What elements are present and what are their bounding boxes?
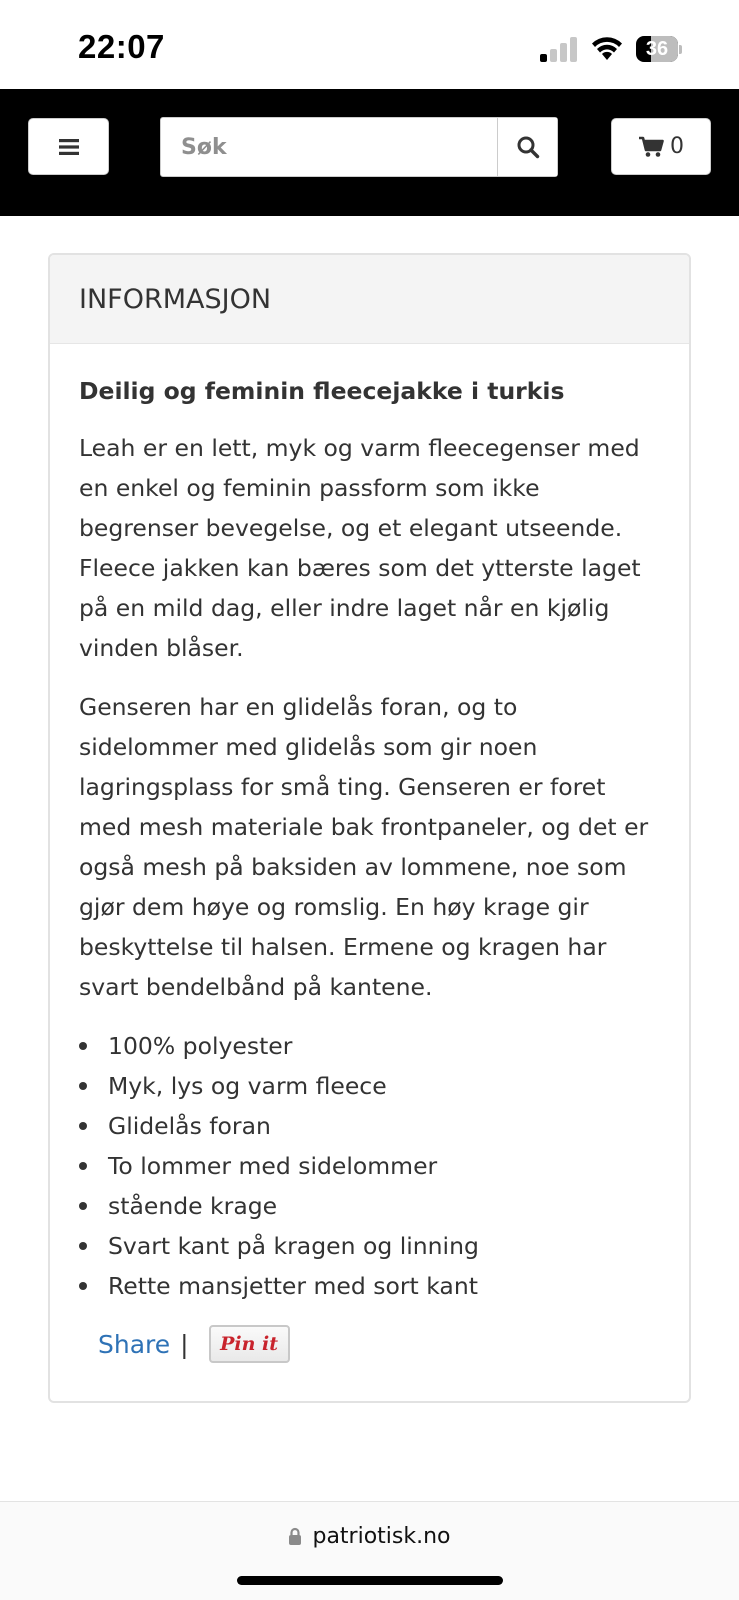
panel-heading: INFORMASJON bbox=[50, 255, 689, 344]
lock-icon bbox=[288, 1527, 302, 1546]
list-item: Rette mansjetter med sort kant bbox=[79, 1266, 660, 1306]
battery-level: 36 bbox=[645, 38, 669, 60]
pin-it-button[interactable]: Pin it bbox=[209, 1325, 290, 1363]
panel-body bbox=[50, 344, 689, 1364]
information-panel bbox=[48, 253, 691, 1403]
list-item: stående krage bbox=[79, 1186, 660, 1226]
cart-button[interactable] bbox=[611, 118, 711, 175]
description-paragraph: Leah er en lett, myk og varm fleecegenser med en enkel og feminin passform som ikke begrenser bevegelse, og et elegant utseende. Fleece jakken kan bæres som det ytterste laget på en mild dag, eller indre laget når en kjølig vinden blåser. bbox=[79, 434, 641, 662]
share-row bbox=[79, 1324, 660, 1364]
cellular-signal-icon bbox=[540, 36, 580, 62]
home-indicator[interactable] bbox=[237, 1576, 503, 1585]
status-time: 22:07 bbox=[78, 28, 165, 65]
list-item: Myk, lys og varm fleece bbox=[79, 1066, 660, 1106]
browser-url-bar[interactable] bbox=[0, 1501, 739, 1600]
battery-icon bbox=[636, 36, 682, 62]
share-separator: | bbox=[180, 1329, 189, 1359]
list-item: To lommer med sidelommer bbox=[79, 1146, 660, 1186]
search-box bbox=[160, 117, 558, 177]
list-item: Svart kant på kragen og linning bbox=[79, 1226, 660, 1266]
menu-button[interactable] bbox=[28, 118, 109, 175]
share-link[interactable]: Share bbox=[98, 1329, 171, 1359]
product-title: Deilig og feminin fleecejakke i turkis bbox=[79, 377, 565, 405]
url-text: patriotisk.no bbox=[312, 1524, 451, 1549]
site-header bbox=[0, 89, 739, 216]
feature-list bbox=[79, 1026, 660, 1306]
search-button[interactable] bbox=[497, 118, 557, 176]
cart-count: 0 bbox=[670, 134, 684, 159]
status-bar bbox=[0, 0, 739, 89]
cart-icon bbox=[638, 136, 664, 158]
wifi-icon bbox=[590, 34, 624, 62]
description-paragraph: Genseren har en glidelås foran, og to sidelommer med glidelås som gir noen lagringsplass for små ting. Genseren er foret med mesh materiale bak frontpaneler, og det er også mesh på baksiden av lommene, noe som gjør dem høye og romslig. En høy krage gir beskyttelse til halsen. Ermene og kragen har svart bendelbånd på kantene. bbox=[79, 693, 649, 1001]
search-icon bbox=[516, 135, 540, 159]
list-item: 100% polyester bbox=[79, 1026, 660, 1066]
hamburger-icon bbox=[58, 138, 80, 156]
search-input[interactable] bbox=[161, 118, 499, 176]
list-item: Glidelås foran bbox=[79, 1106, 660, 1146]
